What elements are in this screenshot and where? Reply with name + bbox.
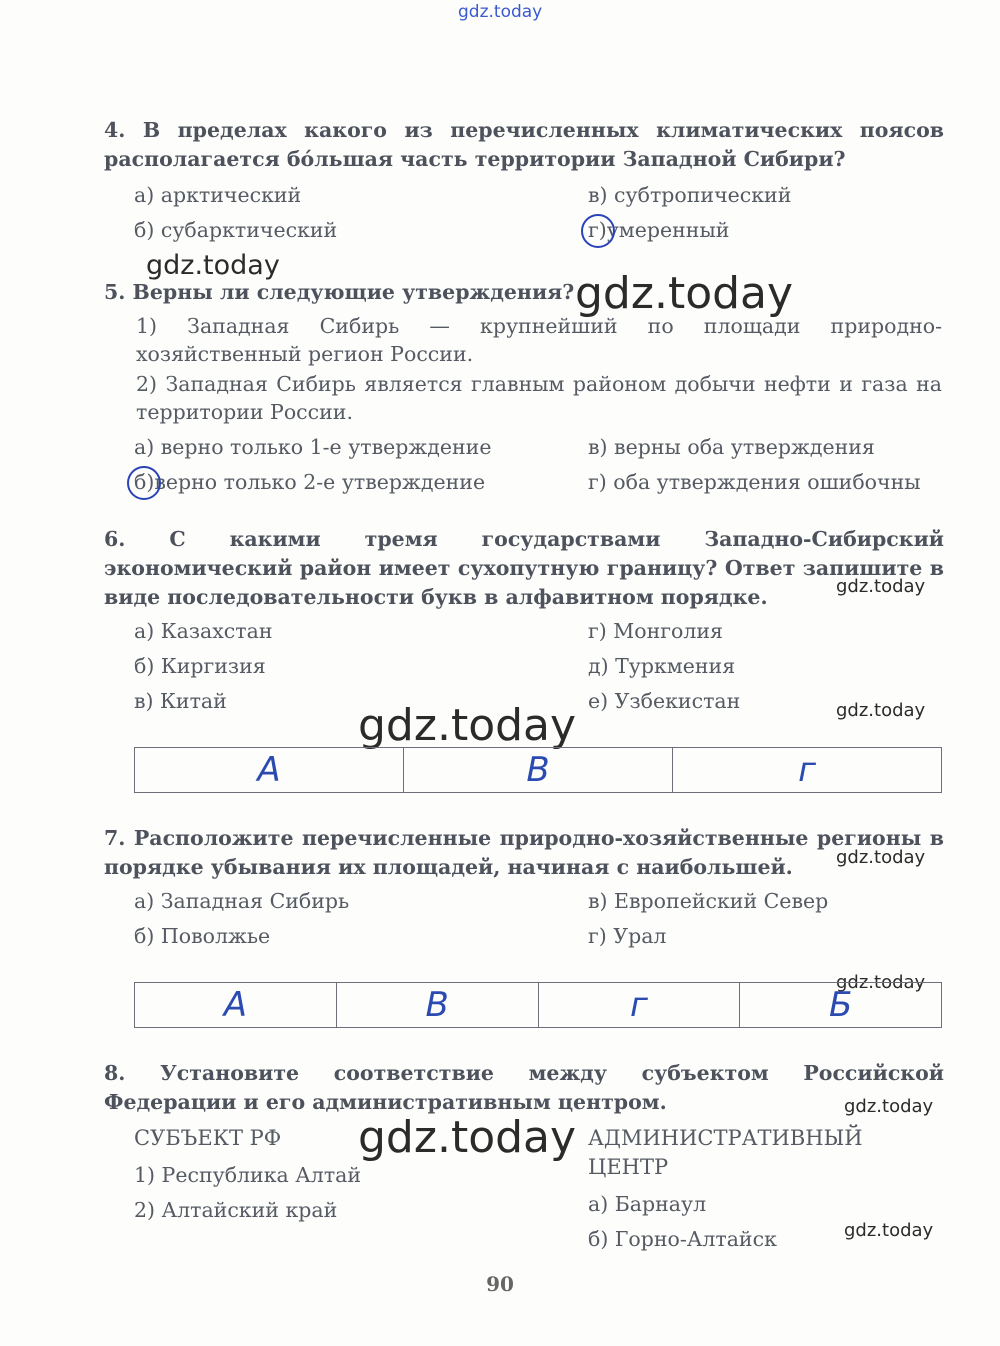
q8-right-item-b: б) Горно-Алтайск [588,1227,777,1251]
question-8-text: 8. Установите соответствие между субъектом Российской Федерации и его административным центром. [104,1061,944,1114]
answer-cell[interactable]: А [135,983,337,1027]
page-number: 90 [486,1272,514,1296]
watermark: gdz.today [146,250,280,281]
q4-option-v: в) субтропический [588,183,792,207]
answer-cell[interactable]: г [539,983,741,1027]
q4-option-b: б) субарктический [134,218,338,242]
watermark: gdz.today [836,847,926,868]
watermark: gdz.today [358,1112,577,1163]
q8-left-header: СУБЪЕКТ РФ [134,1126,282,1150]
q5-option-g: г) оба утверждения ошибочны [588,470,921,494]
question-7-text: 7. Расположите перечисленные природно-хозяйственные регионы в порядке убывания их площадей, начиная с наибольшей. [104,826,944,879]
q4-option-a: а) арктический [134,183,302,207]
q5-option-b-text: верно только 2-е утверждение [154,470,486,494]
watermark-top: gdz.today [458,2,543,22]
watermark: gdz.today [844,1220,934,1241]
watermark: gdz.today [836,972,926,993]
q5-statement-1: 1) Западная Сибирь — крупнейший по площади природно-хозяйственный регион России. [136,314,942,366]
q7-answer-grid [134,982,942,1028]
q6-option-e: е) Узбекистан [588,689,741,713]
q5-option-a: а) верно только 1-е утверждение [134,435,492,459]
q8-right-item-a: а) Барнаул [588,1192,707,1216]
question-5-text: 5. Верны ли следующие утверждения? [104,280,575,304]
q6-option-d: д) Туркмения [588,654,736,678]
q8-left-item-2: 2) Алтайский край [134,1198,338,1222]
q6-option-b: б) Киргизия [134,654,266,678]
answer-cell[interactable]: А [135,748,404,792]
q8-left-item-1: 1) Республика Алтай [134,1163,362,1187]
q8-right-header-line1: АДМИНИСТРАТИВНЫЙ [588,1126,863,1150]
question-4-text: 4. В пределах какого из перечисленных климатических поясов располагается бо́льшая часть территории Западной Сибири? [104,118,944,171]
answer-cell[interactable]: В [404,748,673,792]
answer-cell[interactable]: Б [828,985,853,1025]
q5-option-b-letter: б) [134,470,155,494]
watermark: gdz.today [836,700,926,721]
answer-circle-q5 [127,466,161,500]
q5-option-v: в) верны оба утверждения [588,435,875,459]
q6-option-a: а) Казахстан [134,619,273,643]
q8-right-header-line2: ЦЕНТР [588,1155,669,1179]
question-6-text: 6. С какими тремя государствами Западно-Сибирский экономический район имеет сухопутную границу? Ответ запишите в виде последовательности букв в алфавитном порядке. [104,527,944,609]
q6-option-v: в) Китай [134,689,227,713]
q7-option-b: б) Поволжье [134,924,271,948]
watermark: gdz.today [836,576,926,597]
q7-option-a: а) Западная Сибирь [134,889,350,913]
q6-answer-grid [134,747,942,793]
q7-option-g: г) Урал [588,924,667,948]
q6-option-g: г) Монголия [588,619,723,643]
answer-cell[interactable]: г [798,750,816,790]
q7-option-v: в) Европейский Север [588,889,829,913]
answer-circle-q4 [581,214,615,248]
q5-option-b [134,469,485,495]
q4-option-g-letter: г) [588,218,607,242]
watermark: gdz.today [844,1096,934,1117]
watermark: gdz.today [358,700,577,751]
q4-option-g-text: умеренный [606,218,730,242]
q5-statement-2: 2) Западная Сибирь является главным районом добычи нефти и газа на территории России. [136,372,942,424]
answer-cell[interactable]: В [337,983,539,1027]
watermark: gdz.today [575,268,794,319]
